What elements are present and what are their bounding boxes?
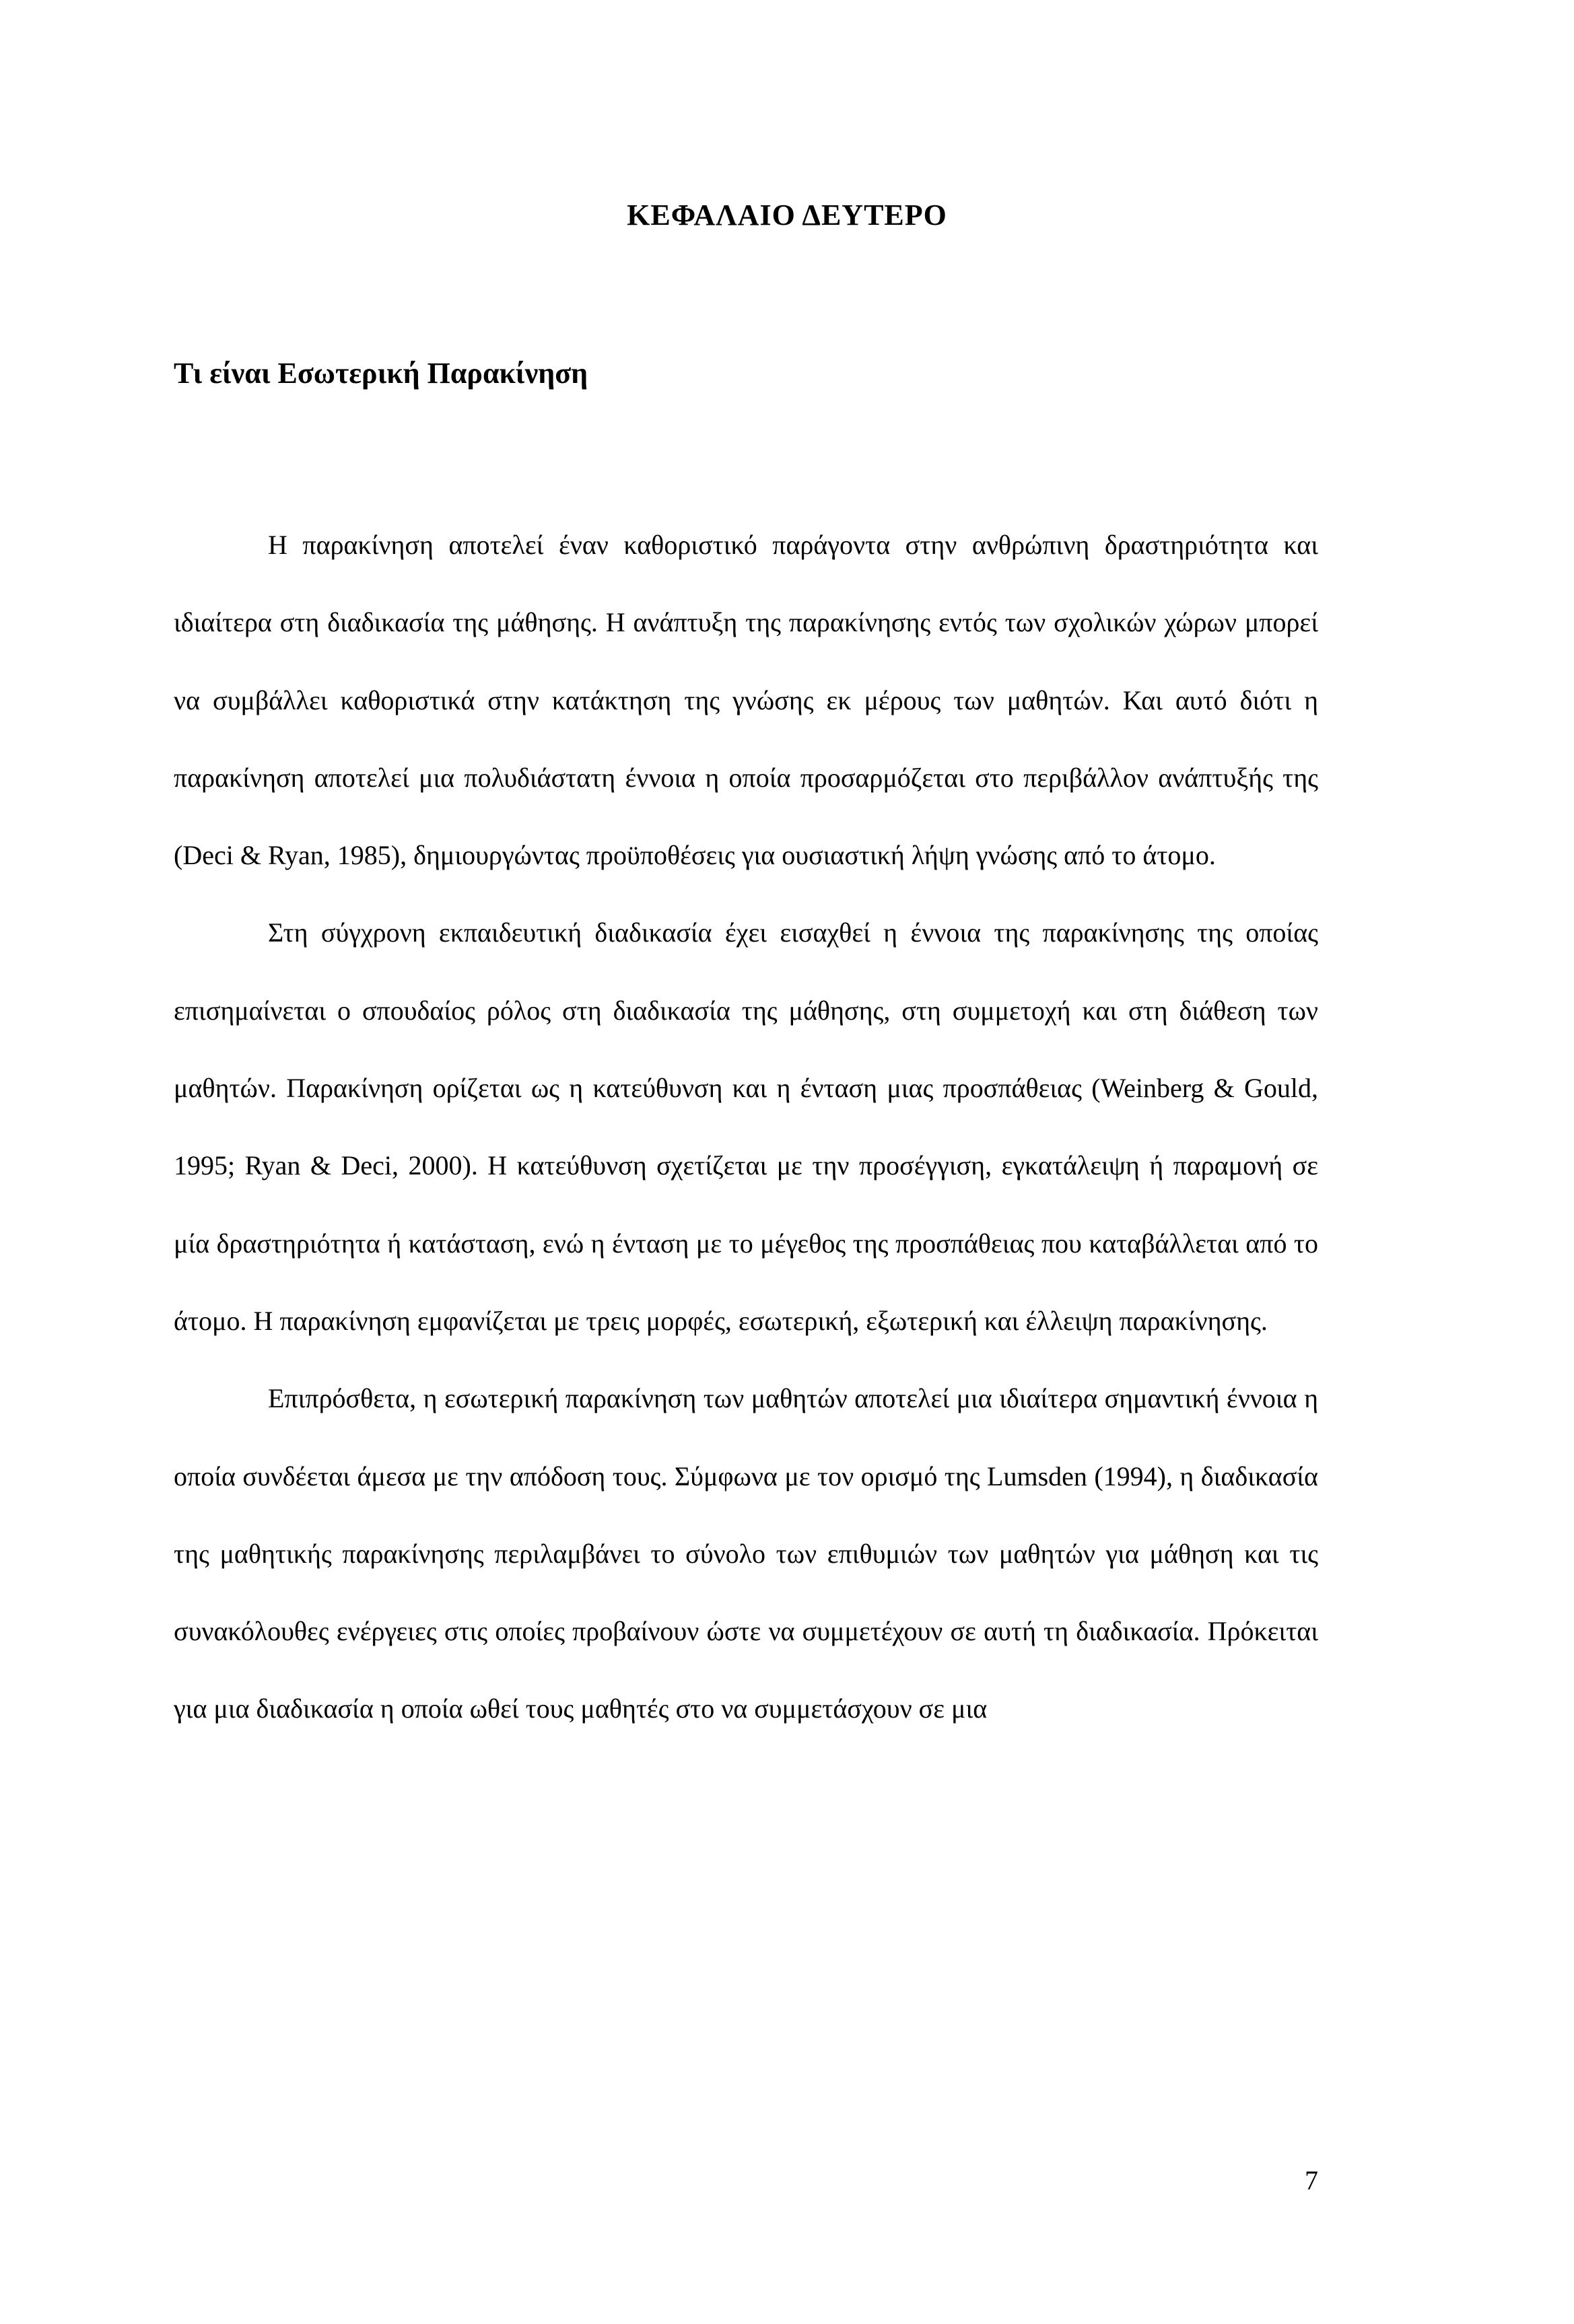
page-number: 7 xyxy=(1305,2165,1318,2195)
chapter-title: ΚΕΦΑΛΑΙΟ ΔΕΥΤΕΡΟ xyxy=(627,199,947,232)
body-text xyxy=(174,506,1318,1748)
paragraph: Επιπρόσθετα, η εσωτερική παρακίνηση των μαθητών αποτελεί μια ιδιαίτερα σημαντική έννοια η οποία συνδέεται άμεσα με την απόδοση τους. Σύμφωνα με τον ορισμό της Lumsden (1994), η διαδικασία της μαθητικής παρακίνησης περιλαμβάνει το σύνολο των επιθυμιών των μαθητών για μάθηση και τις συνακόλουθες ενέργειες στις οποίες προβαίνουν ώστε να συμμετέχουν σε αυτή τη διαδικασία. Πρόκειται για μια διαδικασία η οποία ωθεί τους μαθητές στο να συμμετάσχουν σε μια xyxy=(174,1383,1318,1724)
paragraph: Στη σύγχρονη εκπαιδευτική διαδικασία έχει εισαχθεί η έννοια της παρακίνησης της οποίας επισημαίνεται ο σπουδαίος ρόλος στη διαδικασία της μάθησης, στη συμμετοχή και στη διάθεση των μαθητών. Παρακίνηση ορίζεται ως η κατεύθυνση και η ένταση μιας προσπάθειας (Weinberg & Gould, 1995; Ryan & Deci, 2000). Η κατεύθυνση σχετίζεται με την προσέγγιση, εγκατάλειψη ή παραμονή σε μία δραστηριότητα ή κατάσταση, ενώ η ένταση με το μέγεθος της προσπάθειας που καταβάλλεται από το άτομο. Η παρακίνηση εμφανίζεται με τρεις μορφές, εσωτερική, εξωτερική και έλλειψη παρακίνησης. xyxy=(174,917,1318,1336)
paragraph: Η παρακίνηση αποτελεί έναν καθοριστικό παράγοντα στην ανθρώπινη δραστηριότητα και ιδιαίτερα στη διαδικασία της μάθησης. Η ανάπτυξη της παρακίνησης εντός των σχολικών χώρων μπορεί να συμβάλλει καθοριστικά στην κατάκτηση της γνώσης εκ μέρους των μαθητών. Και αυτό διότι η παρακίνηση αποτελεί μια πολυδιάστατη έννοια η οποία προσαρμόζεται στο περιβάλλον ανάπτυξής της (Deci & Ryan, 1985), δημιουργώντας προϋποθέσεις για ουσιαστική λήψη γνώσης από το άτομο. xyxy=(174,530,1318,871)
section-title: Τι είναι Εσωτερική Παρακίνηση xyxy=(174,357,588,390)
